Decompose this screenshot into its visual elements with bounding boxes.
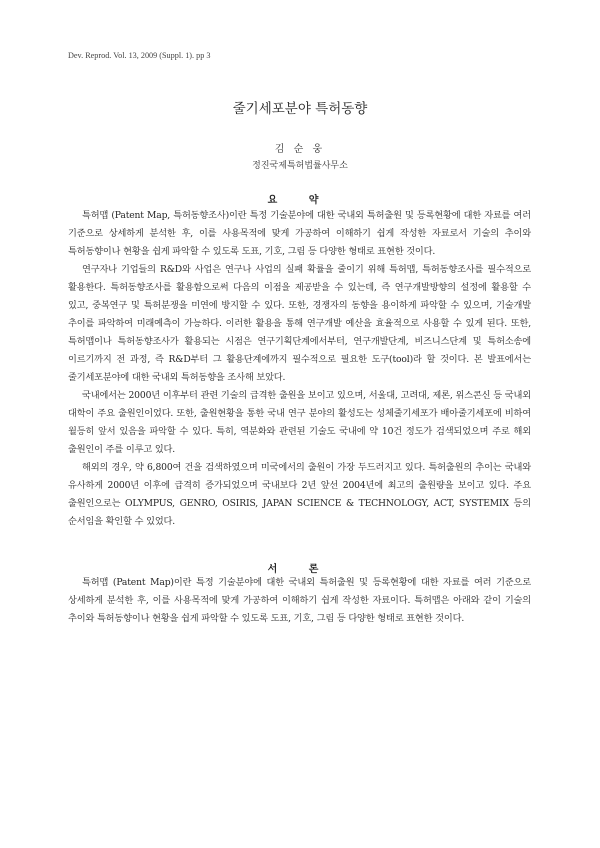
abstract-paragraph: 해외의 경우, 약 6,800여 건을 검색하였으며 미국에서의 출원이 가장 두드러지고 있다. 특허출원의 추이는 국내와 유사하게 2000년 이후에 급격히 증가되었으며 국내보다 2년 앞선 2004년에 최고의 출원량을 보이고 있다. 주요 출원인으로는 OLYMPUS, GENRO, OSIRIS, JAPAN SCIENCE & TECHNOLOGY, ACT, SYSTEMIX 등의 순서임을 확인할 수 있었다.: [68, 462, 531, 527]
author-affiliation: 정진국제특허법률사무소: [252, 161, 348, 171]
paper-title: 줄기세포분야 특허동향: [232, 101, 368, 117]
introduction-body: [68, 574, 531, 628]
abstract-body: [68, 207, 531, 531]
abstract-paragraph: 국내에서는 2000년 이후부터 관련 기술의 급격한 출원을 보이고 있으며, 서울대, 고려대, 제론, 위스콘신 등 국내외 대학이 주요 출원인이었다. 또한, 출원현황을 통한 국내 연구 분야의 활성도는 성체줄기세포가 배아줄기세포에 비하여 월등히 앞서 있음을 파악할 수 있다. 특히, 역분화와 관련된 기술도 국내에 약 10건 정도가 검색되었으며 주로 해외 출원인이 주를 이루고 있다.: [68, 390, 531, 455]
running-header: Dev. Reprod. Vol. 13, 2009 (Suppl. 1). pp 3: [68, 51, 211, 60]
abstract-paragraph: 특허맵 (Patent Map, 특허동향조사)이란 특정 기술분야에 대한 국내외 특허출원 및 등록현황에 대한 자료를 여러 기준으로 상세하게 분석한 후, 이를 사용목적에 맞게 가공하여 이해하기 쉽게 작성한 자료로서 기술의 추이와 특허동향이나 현황을 쉽게 파악할 수 있도록 도표, 기호, 그림 등 다양한 형태로 표현한 것이다.: [68, 210, 531, 257]
introduction-paragraph: 특허맵 (Patent Map)이란 특정 기술분야에 대한 국내외 특허출원 및 등록현황에 대한 자료를 여러 기준으로 상세하게 분석한 후, 이를 사용목적에 맞게 가공하여 이해하기 쉽게 작성한 자료이다. 특허맵은 아래와 같이 기술의 추이와 특허동향이나 현황을 쉽게 파악할 수 있도록 도표, 기호, 그림 등 다양한 형태로 표현한 것이다.: [68, 577, 531, 624]
abstract-heading: 요 약: [267, 195, 333, 206]
author-name: 김 순 웅: [274, 144, 326, 155]
introduction-heading: 서 론: [267, 564, 333, 575]
abstract-paragraph: 연구자나 기업들의 R&D와 사업은 연구나 사업의 실패 확률을 줄이기 위해 특허맵, 특허동향조사를 필수적으로 활용한다. 특허동향조사를 활용함으로써 다음의 이점을 제공받을 수 있는데, 즉 연구개발방향의 설정에 활용할 수 있고, 중복연구 및 특허분쟁을 미연에 방지할 수 있다. 또한, 경쟁자의 동향을 용이하게 파악할 수 있으며, 기술개발 추이를 파악하여 미래예측이 가능하다. 이러한 활용을 통해 연구개발 예산을 효율적으로 사용할 수 있게 된다. 또한, 특허맵이나 특허동향조사가 활용되는 시점은 연구기획단계에서부터, 연구개발단계, 비즈니스단계 및 특허소송에 이르기까지 전 과정, 즉 R&D부터 그 활용단계에까지 필수적으로 필요한 도구(tool)라 할 것이다. 본 발표에서는 줄기세포분야에 대한 국내외 특허동향을 조사해 보았다.: [68, 264, 531, 383]
